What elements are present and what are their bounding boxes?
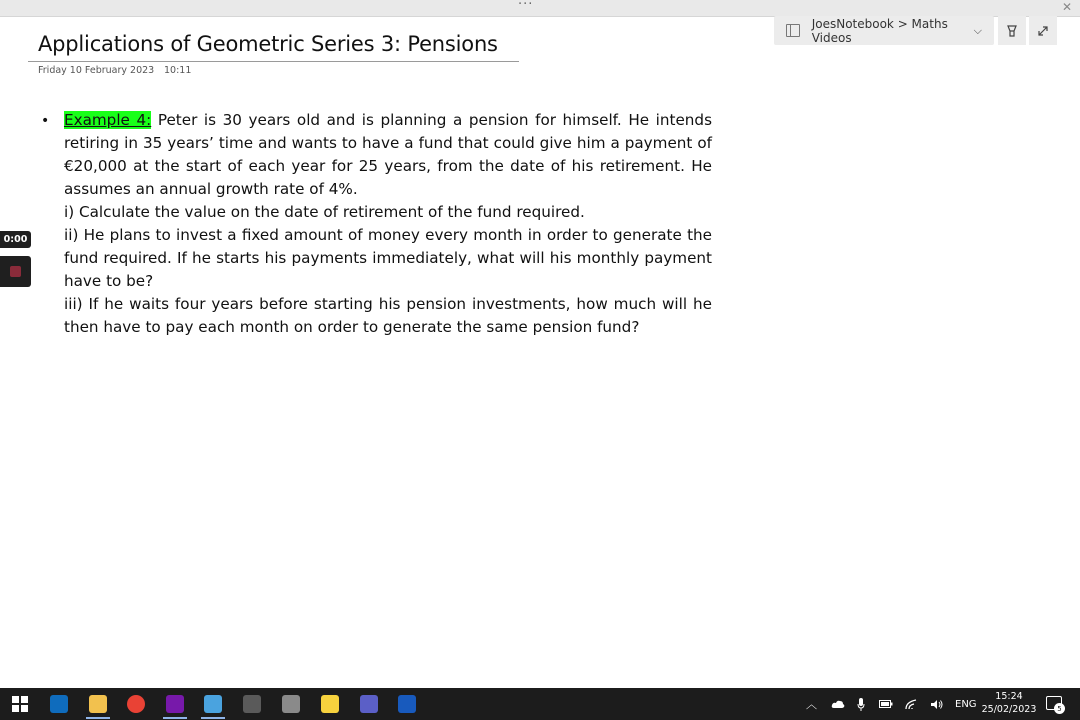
show-hidden-icons-chevron-icon[interactable]: ︿ xyxy=(806,698,817,711)
microphone-icon[interactable] xyxy=(857,698,865,711)
notebook-navigation-dropdown[interactable] xyxy=(774,16,994,45)
notebook-icon xyxy=(786,24,800,37)
taskbar-app-media-player[interactable] xyxy=(201,692,225,716)
running-indicator xyxy=(163,717,187,719)
list-bullet: • xyxy=(41,113,50,129)
title-divider xyxy=(28,61,519,62)
taskbar-app-file-explorer[interactable] xyxy=(86,692,110,716)
teams-icon xyxy=(360,695,378,713)
expand-icon xyxy=(1036,24,1050,38)
stop-icon xyxy=(10,266,21,277)
funnel-icon xyxy=(1005,24,1019,38)
file-explorer-icon xyxy=(89,695,107,713)
taskbar-app-sticky-notes[interactable] xyxy=(318,692,342,716)
sticky-notes-icon xyxy=(321,695,339,713)
note-content[interactable] xyxy=(64,109,712,339)
close-icon[interactable]: ✕ xyxy=(1061,0,1072,14)
taskbar-app-phone-link[interactable] xyxy=(279,692,303,716)
system-tray xyxy=(806,688,977,720)
onenote-icon xyxy=(166,695,184,713)
taskbar-app-word[interactable] xyxy=(395,692,419,716)
example-paragraph[interactable] xyxy=(64,109,712,201)
recording-timer: 0:00 xyxy=(0,231,31,248)
question-part-ii[interactable]: ii) He plans to invest a fixed amount of money every month in order to generate the fund required. If he starts his payments immediately, what will his monthly payment have to be? xyxy=(64,226,712,290)
language-indicator[interactable]: ENG xyxy=(955,698,977,710)
running-indicator xyxy=(86,717,110,719)
taskbar xyxy=(0,688,1080,720)
outlook-icon xyxy=(50,695,68,713)
taskbar-app-teams[interactable] xyxy=(357,692,381,716)
clock-time: 15:24 xyxy=(995,691,1023,702)
running-indicator xyxy=(201,717,225,719)
chevron-down-icon: ⌵ xyxy=(973,23,982,37)
taskbar-app-calculator[interactable] xyxy=(240,692,264,716)
wifi-icon[interactable] xyxy=(905,699,918,710)
phone-link-icon xyxy=(282,695,300,713)
taskbar-app-onenote[interactable] xyxy=(163,692,187,716)
example-text: Peter is 30 years old and is planning a pension for himself. He intends retiring in 35 years’ time and wants to have a fund that could give him a payment of €20,000 at the start of each year for 25 years, from the date of his retirement. He assumes an annual growth rate of 4%. xyxy=(64,111,712,198)
question-part-i[interactable]: i) Calculate the value on the date of retirement of the fund required. xyxy=(64,203,585,221)
volume-icon[interactable] xyxy=(930,699,943,710)
filter-button[interactable] xyxy=(998,16,1026,45)
page-date: Friday 10 February 2023 xyxy=(38,65,155,76)
taskbar-app-outlook[interactable] xyxy=(47,692,71,716)
media-player-icon xyxy=(204,695,222,713)
taskbar-app-chrome[interactable] xyxy=(124,692,148,716)
clock[interactable] xyxy=(980,690,1038,716)
full-page-view-button[interactable] xyxy=(1029,16,1057,45)
onedrive-cloud-icon[interactable] xyxy=(831,699,845,709)
start-button[interactable] xyxy=(8,692,32,716)
page-title[interactable]: Applications of Geometric Series 3: Pensions xyxy=(38,32,498,56)
page-time: 10:11 xyxy=(164,65,192,76)
calculator-icon xyxy=(243,695,261,713)
word-icon xyxy=(398,695,416,713)
battery-icon[interactable] xyxy=(879,700,893,708)
window-top-strip xyxy=(0,0,1080,17)
notification-count-badge: 5 xyxy=(1054,703,1065,714)
stop-recording-button[interactable] xyxy=(0,256,31,287)
chrome-icon xyxy=(127,695,145,713)
notebook-path: JoesNotebook > Maths Videos xyxy=(811,16,948,45)
more-options-icon[interactable]: ··· xyxy=(518,0,534,12)
clock-date: 25/02/2023 xyxy=(981,704,1037,715)
windows-logo-icon xyxy=(12,696,28,712)
example-label-highlight: Example 4: xyxy=(64,111,152,129)
question-part-iii[interactable]: iii) If he waits four years before starting his pension investments, how much will he then have to pay each month on order to generate the same pension fund? xyxy=(64,295,712,336)
